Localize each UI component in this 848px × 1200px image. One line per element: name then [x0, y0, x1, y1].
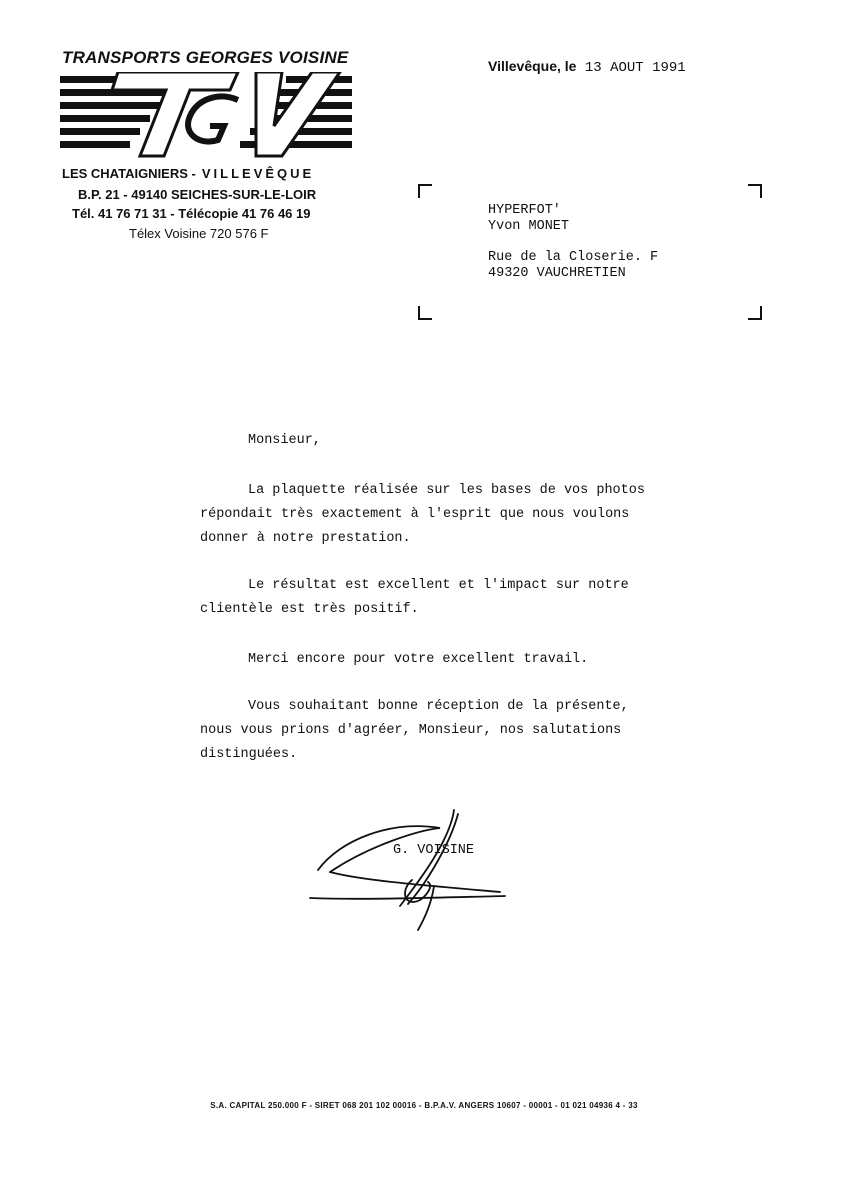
paragraph-1-line-1: La plaquette réalisée sur les bases de vos photos: [248, 483, 645, 498]
address-town: VILLEVÊQUE: [201, 166, 315, 181]
company-name: TRANSPORTS GEORGES VOISINE: [62, 48, 349, 67]
recipient-line-4: 49320 VAUCHRETIEN: [488, 266, 626, 281]
address-telex: Télex Voisine 720 576 F: [129, 226, 269, 241]
signatory-name: G. VOISINE: [393, 843, 475, 858]
recipient-line-2: Yvon MONET: [488, 219, 570, 234]
legal-footer: S.A. CAPITAL 250.000 F - SIRET 068 201 102 00016 - B.P.A.V. ANGERS 10607 - 00001 - 01 021 04936 4 - 33: [210, 1101, 638, 1110]
salutation: Monsieur,: [248, 433, 321, 448]
window-corner-bottom-left: [418, 306, 432, 320]
paragraph-4-line-1: Vous souhaitant bonne réception de la présente,: [248, 699, 629, 714]
date-place: Villevêque, le: [488, 58, 577, 74]
address-phone-fax: Tél. 41 76 71 31 - Télécopie 41 76 46 19: [72, 206, 311, 221]
window-corner-top-right: [748, 184, 762, 198]
window-corner-bottom-right: [748, 306, 762, 320]
address-line-1: [62, 166, 314, 181]
paragraph-2-line-1: Le résultat est excellent et l'impact sur notre: [248, 578, 629, 593]
address-street: LES CHATAIGNIERS -: [62, 166, 196, 181]
paragraph-1-line-2: répondait très exactement à l'esprit que nous voulons: [200, 507, 630, 522]
date-value: 13 AOUT 1991: [584, 60, 686, 76]
company-logo: [60, 72, 356, 158]
paragraph-2-line-2: clientèle est très positif.: [200, 602, 419, 617]
paragraph-3-line-1: Merci encore pour votre excellent travail.: [248, 652, 589, 667]
window-corner-top-left: [418, 184, 432, 198]
paragraph-1-line-3: donner à notre prestation.: [200, 531, 411, 546]
handwritten-signature: [300, 800, 520, 940]
paragraph-4-line-3: distinguées.: [200, 747, 298, 762]
recipient-line-3: Rue de la Closerie. F: [488, 250, 659, 265]
paragraph-4-line-2: nous vous prions d'agréer, Monsieur, nos salutations: [200, 723, 622, 738]
address-line-2: B.P. 21 - 49140 SEICHES-SUR-LE-LOIR: [78, 187, 317, 202]
date-line: [488, 58, 686, 76]
recipient-line-1: HYPERFOT': [488, 203, 561, 218]
